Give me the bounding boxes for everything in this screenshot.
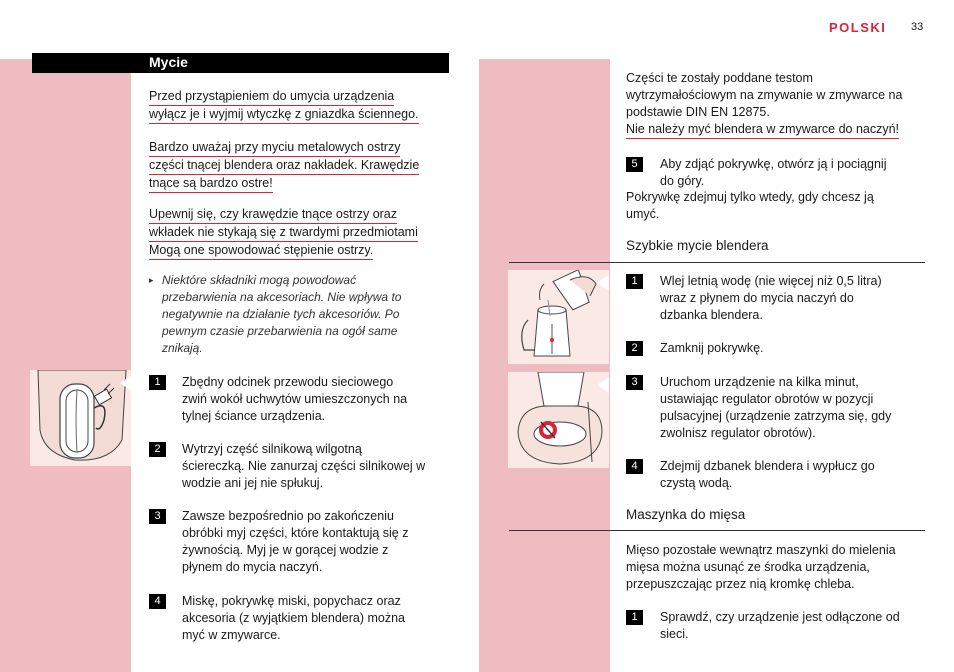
warning-unplug: Przed przystąpieniem do umycia urządzenia wyłącz je i wyjmij wtyczkę z gniazdka ściennego.	[149, 88, 419, 124]
step-text: Wlej letnią wodę (nie więcej niż 0,5 litra) wraz z płynem do mycia naczyń do dzbanka blendera.	[660, 274, 882, 322]
heading-meat-mincer: Maszynka do mięsa	[626, 507, 746, 522]
step-text: Zdejmij dzbanek blendera i wypłucz go czystą wodą.	[660, 459, 875, 490]
step-number: 1	[149, 375, 166, 390]
step-number: 2	[149, 442, 166, 457]
warning-sharp-blades: Bardzo uważaj przy myciu metalowych ostrzy części tnącej blendera oraz nakładek. Krawędzie tnące są bardzo ostre!	[149, 139, 419, 193]
step-text: Sprawdź, czy urządzenie jest odłączone od sieci.	[660, 610, 900, 641]
left-margin-strip	[0, 59, 131, 672]
dishwasher-test-text: Części te zostały poddane testom wytrzymałościowym na zmywanie w zmywarce na podstawie DIN EN 12875. Nie należy myć blendera w zmywarce do naczyń!	[626, 70, 902, 139]
page-number: 33	[911, 21, 924, 33]
pouring-water-illustration	[508, 270, 609, 364]
step-text: Zawsze bezpośrednio po zakończeniu obróbki myj części, które kontaktują się z żywnością. Myj je w gorącej wodzie z płynem do mycia naczyń.	[182, 509, 409, 574]
step-number: 2	[626, 341, 643, 356]
heading-rule	[509, 262, 925, 263]
section-title: Mycie	[149, 54, 188, 70]
step-number: 3	[626, 375, 643, 390]
motor-unit-illustration	[30, 370, 131, 466]
illustration-pointer	[120, 375, 132, 391]
step-number: 1	[626, 610, 643, 625]
illustration-pointer	[597, 377, 609, 393]
mincer-text: Mięso pozostałe wewnątrz maszynki do mielenia mięsa można usunąć ze środka urządzenia, przepuszczając przez nią kromkę chleba.	[626, 543, 896, 591]
heading-quick-clean: Szybkie mycie blendera	[626, 238, 769, 253]
heading-rule	[509, 530, 925, 531]
step-number: 5	[626, 157, 643, 172]
step-text: Wytrzyj część silnikową wilgotną ściereczką. Nie zanurzaj części silnikowej w wodzie ani jej nie spłukuj.	[182, 442, 426, 490]
blender-run-illustration	[508, 372, 609, 468]
step-text: Aby zdjąć pokrywkę, otwórz ją i pociągnij do góry.	[660, 157, 887, 188]
section-title-bar	[32, 53, 449, 73]
step-number: 4	[626, 459, 643, 474]
warning-hard-objects: Upewnij się, czy krawędzie tnące ostrzy oraz wkładek nie stykają się z twardymi przedmiotami Mogą one spowodować stępienie ostrzy.	[149, 206, 418, 260]
step-number: 4	[149, 594, 166, 609]
step-text: Zamknij pokrywkę.	[660, 341, 764, 355]
language-label: POLSKI	[829, 20, 887, 35]
step-text: Zbędny odcinek przewodu sieciowego zwiń wokół uchwytów umieszczonych na tylnej ściance urządzenia.	[182, 375, 408, 423]
right-margin-strip	[479, 59, 610, 672]
step-text: Miskę, pokrywkę miski, popychacz oraz akcesoria (z wyjątkiem blendera) można myć w zmywarce.	[182, 594, 406, 642]
note-discoloration: Niektóre składniki mogą powodować przebarwienia na akcesoriach. Nie wpływa to negatywnie na działanie tych akcesoriów. Po pewnym czasie przebarwienia na ogół same znikają.	[162, 273, 402, 355]
step-text: Uruchom urządzenie na kilka minut, ustawiając regulator obrotów w pozycji pulsacyjnej (urządzenie zatrzyma się, gdy zwolnisz regulator obrotów).	[660, 375, 892, 440]
illustration-pointer	[597, 275, 609, 291]
note-bullet-icon: ▸	[149, 275, 154, 285]
lid-note: Pokrywkę zdejmuj tylko wtedy, gdy chcesz ją umyć.	[626, 190, 874, 221]
step-number: 3	[149, 509, 166, 524]
step-number: 1	[626, 274, 643, 289]
